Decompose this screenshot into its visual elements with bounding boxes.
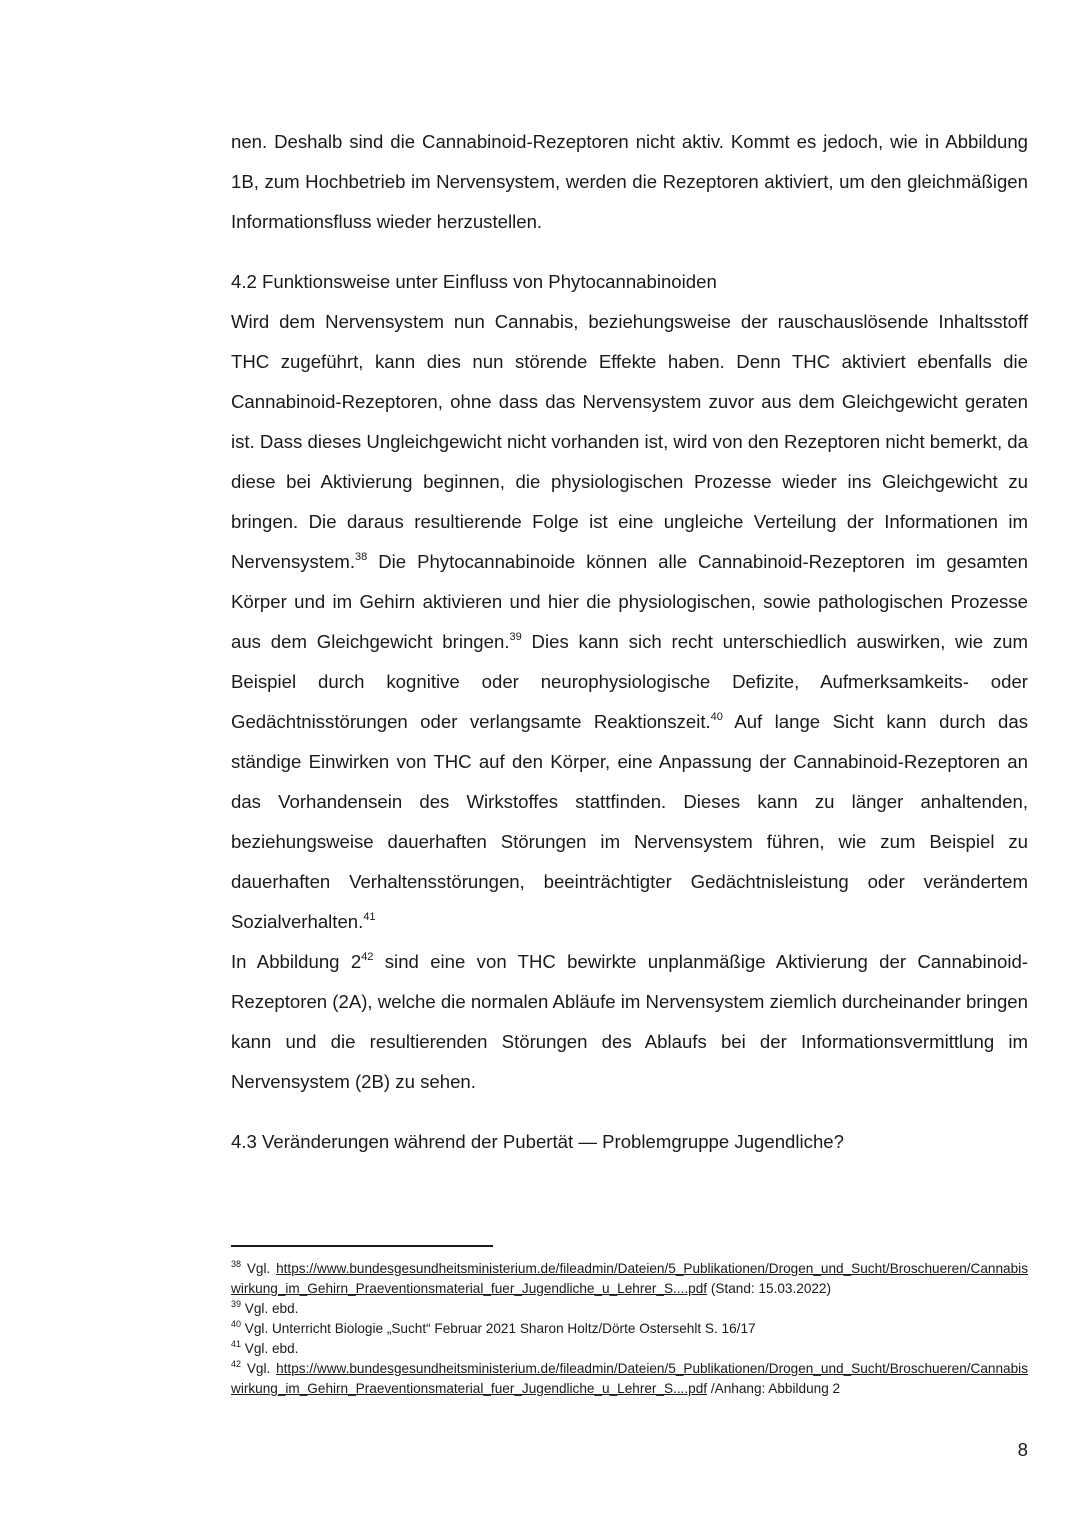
paragraph-continuation: nen. Deshalb sind die Cannabinoid-Rezeptoren nicht aktiv. Kommt es jedoch, wie in Abbildung 1B, zum Hochbetrieb im Nervensystem, werden die Rezeptoren aktiviert, um den gleichmäßigen Informationsfluss wieder herzustellen. bbox=[231, 131, 1028, 232]
footnote-number: 40 bbox=[231, 1319, 242, 1330]
paragraph-text: Auf lange Sicht kann durch das ständige Einwirken von THC auf den Körper, eine Anpassung der Cannabinoid-Rezeptoren an das Vorhandensein des Wirkstoffes stattfinden. Dieses kann zu länger anhaltenden, beziehungsweise dauerhaften Störungen im Nervensystem führen, wie zum Beispiel zu dauerhaften Verhaltensstörungen, beeinträchtigter Gedächtnisleistung oder verändertem Sozialverhalten. bbox=[231, 711, 1028, 932]
footnote-ref-41[interactable]: 41 bbox=[363, 910, 376, 923]
footnote-number: 39 bbox=[231, 1299, 242, 1310]
footnote-41 bbox=[231, 1339, 1028, 1359]
footnote-42 bbox=[231, 1359, 1028, 1399]
body-text bbox=[231, 122, 1028, 1162]
paragraph-text: In Abbildung 2 bbox=[231, 951, 362, 972]
footnote-suffix: /Anhang: Abbildung 2 bbox=[707, 1381, 841, 1396]
section-heading-4-2: 4.2 Funktionsweise unter Einfluss von Phytocannabinoiden bbox=[231, 271, 717, 292]
paragraph-text: sind eine von THC bewirkte unplanmäßige Aktivierung der Cannabinoid-Rezeptoren (2A), welche die normalen Abläufe im Nervensystem ziemlich durcheinander bringen kann und die resultierenden Störungen des Ablaufs bei der Informationsvermittlung im Nervensystem (2B) zu sehen. bbox=[231, 951, 1028, 1092]
paragraph-text: Dies kann sich recht unterschiedlich auswirken, wie zum Beispiel durch kognitive oder neurophysiologische Defizite, Aufmerksamkeits- oder Gedächtnisstörungen oder verlangsamte Reaktionszeit. bbox=[231, 631, 1028, 732]
footnote-38 bbox=[231, 1259, 1028, 1299]
paragraph-text: Die Phytocannabinoide können alle Cannabinoid-Rezeptoren im gesamten Körper und im Gehirn aktivieren und hier die physiologischen, sowie pathologischen Prozesse aus dem Gleichgewicht bringen. bbox=[231, 551, 1028, 652]
footnote-40 bbox=[231, 1319, 1028, 1339]
footnote-prefix: Vgl. bbox=[241, 1261, 277, 1276]
footnote-suffix: (Stand: 15.03.2022) bbox=[707, 1281, 832, 1296]
footnote-text: Vgl. Unterricht Biologie „Sucht“ Februar 2021 Sharon Holtz/Dörte Ostersehlt S. 16/17 bbox=[241, 1321, 756, 1336]
footnote-text: Vgl. ebd. bbox=[241, 1301, 299, 1316]
footnote-separator bbox=[231, 1245, 493, 1247]
footnote-ref-40[interactable]: 40 bbox=[710, 710, 723, 723]
footnote-ref-42[interactable]: 42 bbox=[361, 950, 374, 963]
footnote-number: 38 bbox=[231, 1259, 242, 1270]
footnote-link[interactable]: https://www.bundesgesundheitsministerium.de/fileadmin/Dateien/5_Publikationen/Drogen_und_Sucht/Broschueren/Cannabiswirkung_im_Gehirn_Praeventionsmaterial_fuer_Jugendliche_u_Lehrer_S....pdf bbox=[231, 1261, 1028, 1296]
paragraph-text: Wird dem Nervensystem nun Cannabis, beziehungsweise der rauschauslösende Inhaltsstoff THC zugeführt, kann dies nun störende Effekte haben. Denn THC aktiviert ebenfalls die Cannabinoid-Rezeptoren, ohne dass das Nervensystem zuvor aus dem Gleichgewicht geraten ist. Dass dieses Ungleichgewicht nicht vorhanden ist, wird von den Rezeptoren nicht bemerkt, da diese bei Aktivierung beginnen, die physiologischen Prozesse wieder ins Gleichgewicht zu bringen. Die daraus resultierende Folge ist eine ungleiche Verteilung der Informationen im Nervensystem. bbox=[231, 311, 1028, 572]
page-number: 8 bbox=[1017, 1439, 1028, 1460]
footnote-number: 41 bbox=[231, 1339, 242, 1350]
footnote-39 bbox=[231, 1299, 1028, 1319]
footnote-link[interactable]: https://www.bundesgesundheitsministerium.de/fileadmin/Dateien/5_Publikationen/Drogen_und_Sucht/Broschueren/Cannabiswirkung_im_Gehirn_Praeventionsmaterial_fuer_Jugendliche_u_Lehrer_S....pdf bbox=[231, 1361, 1028, 1396]
paragraph-figure-2 bbox=[231, 942, 1028, 1102]
footnote-text: Vgl. ebd. bbox=[241, 1341, 299, 1356]
footnote-ref-39[interactable]: 39 bbox=[509, 630, 522, 643]
footnote-prefix: Vgl. bbox=[241, 1361, 277, 1376]
footnote-ref-38[interactable]: 38 bbox=[355, 550, 368, 563]
section-heading-4-3: 4.3 Veränderungen während der Pubertät — Problemgruppe Jugendliche? bbox=[231, 1131, 844, 1152]
footnotes bbox=[231, 1259, 1028, 1399]
paragraph-phytocannabinoids bbox=[231, 302, 1028, 942]
footnote-number: 42 bbox=[231, 1359, 242, 1370]
